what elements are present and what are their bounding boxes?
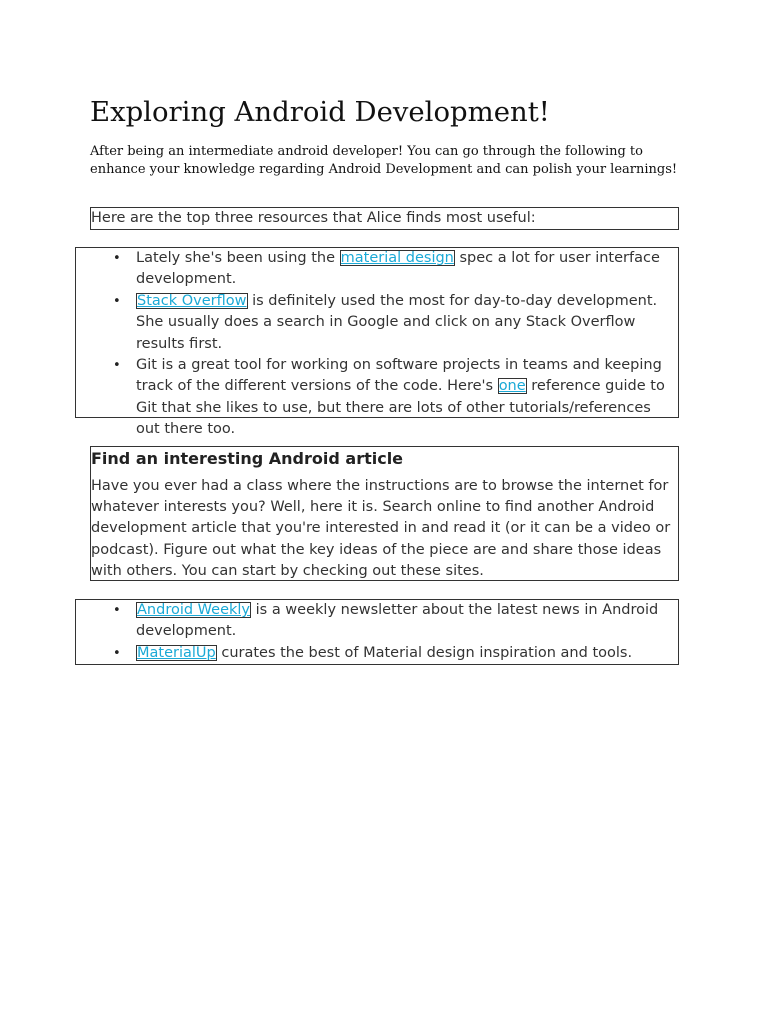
site-text-after: curates the best of Material design inspiration and tools.	[216, 644, 633, 661]
resource-text-before: Git is a great tool for working on software projects in teams and keeping track of the different versions of the code. Here's	[136, 357, 662, 395]
resource-text-after: is definitely used the most for day-to-day development. She usually does a search in Google and click on any Stack Overflow results first.	[136, 292, 658, 352]
article-body: Have you ever had a class where the instructions are to browse the internet for whatever interests you? Well, here it is. Search online to find another Android development article that you're interested in and read it (or it can be a video or podcast). Figure out what the key ideas of the piece are and share those ideas with others. You can start by checking out these sites.	[91, 478, 671, 579]
list-item	[76, 600, 678, 643]
resource-text-after: spec a lot for user interface development.	[136, 250, 660, 288]
git-guide-link[interactable]: one	[498, 378, 526, 395]
stack-overflow-link[interactable]: Stack Overflow	[137, 292, 247, 309]
sites-list	[75, 599, 679, 665]
list-item	[76, 643, 678, 664]
material-design-link[interactable]: material design	[340, 250, 454, 266]
list-item	[76, 355, 678, 441]
site-text-after: is a weekly newsletter about the latest news in Android development.	[136, 602, 659, 640]
intro-paragraph: After being an intermediate android developer! You can go through the following to enhance your knowledge regarding Android Development and can polish your learnings!	[90, 144, 678, 177]
materialup-link[interactable]: MaterialUp	[137, 644, 216, 661]
resource-text-after: reference guide to Git that she likes to use, but there are lots of other tutorials/references out there too.	[136, 378, 665, 438]
resource-text-before: Lately she's been using the	[136, 250, 340, 266]
resources-list	[75, 247, 679, 438]
list-item	[76, 248, 678, 291]
resources-label: Here are the top three resources that Alice finds most useful:	[90, 207, 679, 230]
article-heading: Find an interesting Android article	[91, 449, 404, 468]
article-section	[90, 446, 679, 581]
page-title: Exploring Android Development!	[90, 96, 550, 128]
list-item	[76, 291, 678, 355]
android-weekly-link[interactable]: Android Weekly	[137, 602, 251, 618]
